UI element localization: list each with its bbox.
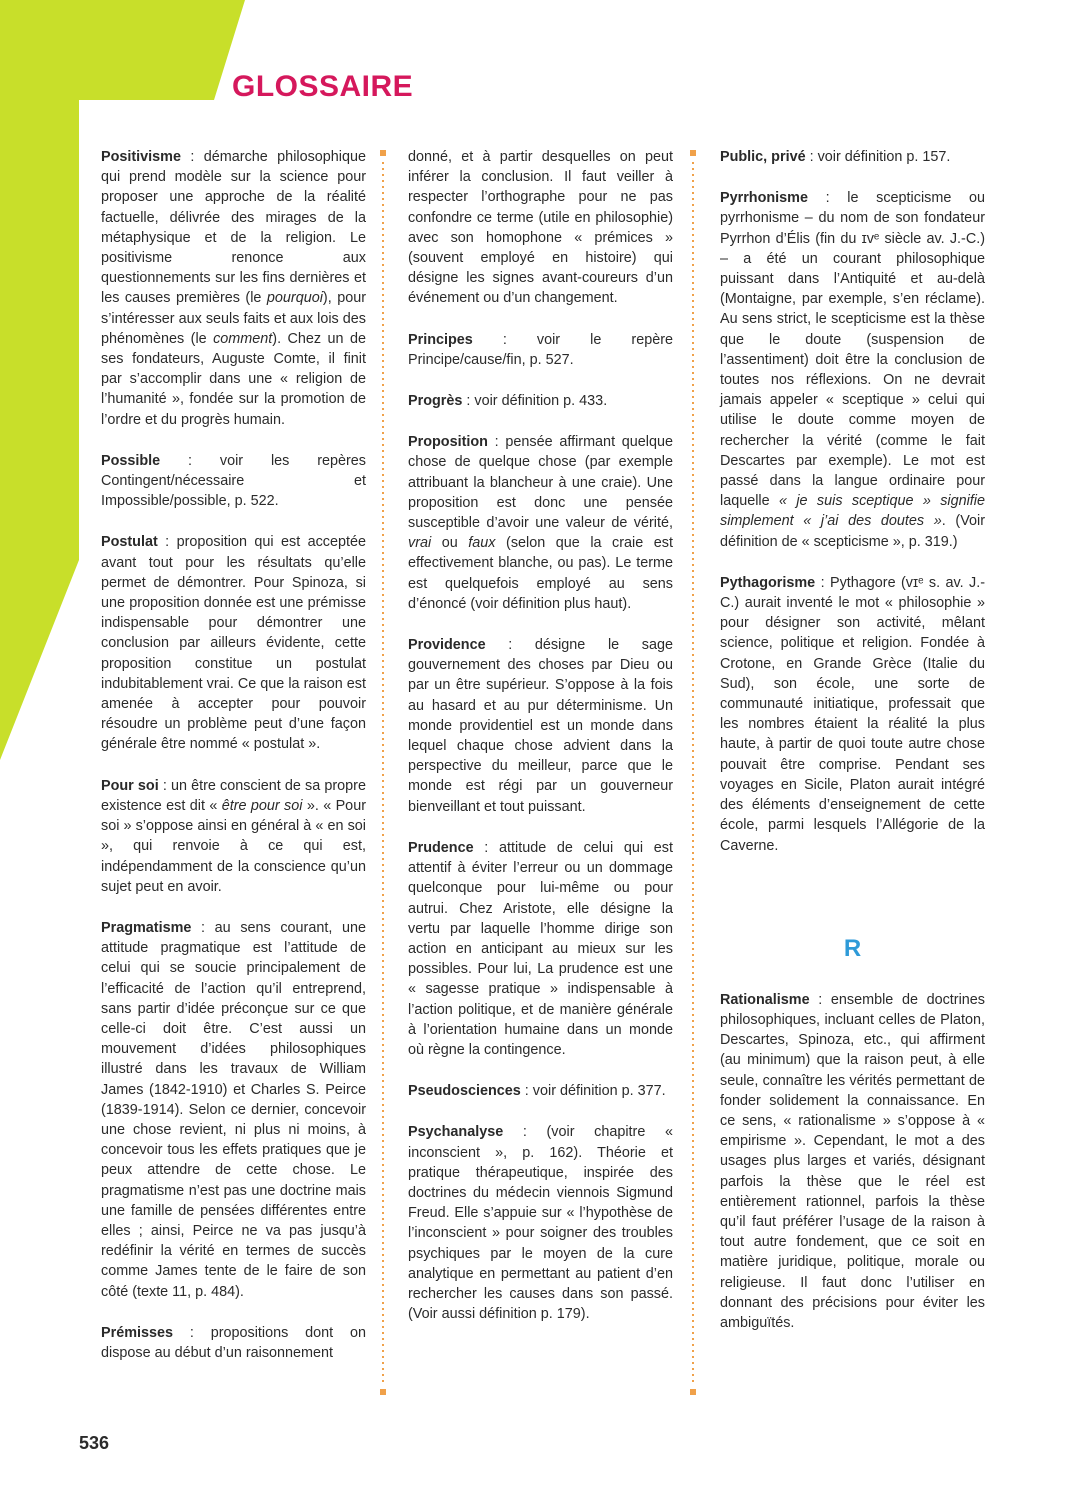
glossary-entry <box>408 1122 673 1324</box>
term-separator: : <box>503 1124 547 1141</box>
column-3-r-entries <box>720 990 985 1333</box>
section-letter-r: R <box>843 934 862 962</box>
term-separator: : <box>160 452 220 469</box>
definition-text: démarche philosophique qui prend modèle sur la science pour proposer une approche de la réalité factuelle, délivrée des mirages de la métaphysique et de la religion. Le positivisme renonce aux questionnements sur les fins dernières et les causes premières (le <box>101 149 367 307</box>
glossary-entry <box>408 391 673 411</box>
glossary-term: Progrès <box>408 393 463 410</box>
glossary-entry <box>720 990 985 1333</box>
glossary-entry <box>720 147 985 167</box>
definition-emphasis: être pour soi <box>221 797 303 814</box>
glossary-term: Pour soi <box>101 777 159 794</box>
definition-text: (voir chapitre « inconscient », p. 162). Théorie et pratique thérapeutique, inspirée des doctrines du médecin viennois Sigmund Freud. Elle s’appuie sur « l’hypothèse de l’inconscient » pour soigner des troubles psychiques par le moyen de la cure analytique en permettant au patient d’en rechercher les causes dans son passé. (Voir aussi définition p. 179). <box>408 1124 673 1323</box>
definition-emphasis: vrai <box>408 535 432 552</box>
glossary-entry <box>101 532 366 754</box>
definition-text: pensée affirmant quelque chose de quelque chose (par exemple attribuant la blancheur à une craie). Une proposition est donc une pensée susceptible d’avoir une valeur de vérité, <box>408 434 673 532</box>
column-separator-1 <box>381 150 385 1395</box>
definition-emphasis: comment <box>213 330 273 347</box>
term-separator: : <box>485 637 535 654</box>
glossary-term: Positivisme <box>101 149 181 165</box>
definition-text: proposition qui est acceptée avant tout pour les résultats qu’elle permet de démontrer. Pour Spinoza, si une proposition donnée est une prémisse indispensable pour démontrer une conclusion par ailleurs évidente, cette proposition constitue un postulat indubitablement vrai. Ce que la raison est amenée à accepter pour pouvoir résoudre un problème peut d’une façon générale être nommé « postulat ». <box>101 534 367 753</box>
column-3-p-entries <box>720 147 985 856</box>
glossary-entry <box>101 918 366 1302</box>
term-separator: : <box>487 434 506 451</box>
term-separator: : <box>809 991 831 1008</box>
glossary-entry <box>408 432 673 614</box>
definition-emphasis: « je suis sceptique » signifie simplement « j’ai des doutes » <box>720 493 986 530</box>
term-separator: : <box>815 574 830 591</box>
glossary-column-1 <box>101 147 366 1384</box>
glossary-term: Public, privé <box>720 149 806 165</box>
glossary-term: Pythagorisme <box>720 574 816 591</box>
glossary-term: Rationalisme <box>720 991 810 1008</box>
definition-emphasis: pourquoi <box>266 290 323 307</box>
glossary-term: Providence <box>408 637 486 654</box>
column-separator-2 <box>691 150 695 1395</box>
definition-text: propositions dont on dispose au début d’un raisonnement <box>101 1324 366 1361</box>
definition-text: voir les repères Contingent/nécessaire et Impossible/possible, p. 522. <box>101 452 366 510</box>
glossary-entry <box>720 188 985 552</box>
glossary-entry <box>408 330 673 370</box>
page-number: 536 <box>79 1433 110 1453</box>
definition-text: ». « Pour soi » s’oppose ainsi en général à « en soi », qui renvoie à ce qui est, indépendamment de la conscience qu’un sujet peut en avoir. <box>101 797 366 895</box>
term-separator: : <box>472 331 537 348</box>
definition-text: voir définition p. 377. <box>532 1083 666 1100</box>
glossary-column-2 <box>408 147 673 1345</box>
glossary-column-3 <box>720 147 985 1354</box>
term-separator: : <box>191 919 215 936</box>
definition-text: un être conscient de sa propre existence est dit « <box>101 777 366 814</box>
glossary-term: Postulat <box>101 534 158 551</box>
glossary-entry <box>101 1323 366 1363</box>
glossary-entry <box>408 1081 673 1101</box>
definition-text: au sens courant, une attitude pragmatique est l’attitude de celui qui se soucie principalement de l’efficacité de l’action qu’il entreprend, sans partir d’idée préconçue sur ce que celle-ci doit être. C’est aussi un mouvement d’idées philosophiques illustré dans les travaux de William James (1842-1910) et Charles S. Peirce (1839-1914). Selon ce dernier, concevoir une chose revient, ni plus ni moins, à concevoir tous les effets pratiques que je peux attendre de cette chose. Le pragmatisme n’est pas une doctrine mais une famille de pensées différentes entre elles ; ainsi, Peirce ne va pas jusqu’à redéfinir la vérité en termes de succès comme James tente de le faire de son côté (texte 11, p. 484). <box>101 919 366 1300</box>
glossary-term: Psychanalyse <box>408 1124 504 1141</box>
definition-text: voir définition p. 433. <box>474 393 608 410</box>
definition-text: ou <box>431 535 469 552</box>
term-separator: : <box>805 149 818 165</box>
term-separator: : <box>473 839 499 856</box>
glossary-term: Pseudosciences <box>408 1083 521 1100</box>
definition-text: le scepticisme ou pyrrhonisme – du nom de son fondateur Pyrrhon d’Élis (fin du ɪᴠᵉ siècle av. J.-C.) – a été un courant philosophique puissant dans l’Antiquité et au-delà (Montaigne, par exemple, s’en réclame). Au sens strict, le scepticisme est la thèse que le doute (suspension de l’assentiment) doit être la conclusion de toutes nos réflexions. On ne devrait jamais appeler « sceptique » celui qui utilise le doute comme moyen de rechercher la vérité (comme le fait Descartes par exemple). Le mot est passé dans la langue ordinaire pour laquelle <box>720 190 985 510</box>
definition-text: . (Voir définition de « scepticisme », p. 319.) <box>720 513 986 550</box>
definition-text: désigne le sage gouvernement des choses par Dieu ou par un être supérieur. S’oppose à la fois au hasard et au pur déterminisme. Un monde providentiel est un monde dans lequel chaque chose advient dans la perspective du meilleur, parce que le monde est régi par un gouverneur bienveillant et tout puissant. <box>408 637 673 815</box>
definition-text: ensemble de doctrines philosophiques, incluant celles de Platon, Descartes, Spinoza, etc., qui affirment (au minimum) que la raison peut, à elle seule, connaître les vérités permettant de fonder solidement la connaissance. En ce sens, « rationalisme » s’oppose à « empirisme ». Cependant, le mot a des usages plus larges et variés, désignant parfois la thèse que le réel est entièrement rationnel, parfois la thèse qu’il faut préférer l’usage de la raison à tout autre fondement, que ce soit en matière juridique, politique, morale ou religieuse. Il faut donc l’utiliser en donnant des précisions pour éviter les ambiguïtés. <box>720 991 985 1331</box>
glossary-entry <box>408 635 673 817</box>
glossary-term: Proposition <box>408 434 488 451</box>
definition-emphasis: faux <box>468 535 496 552</box>
term-separator: : <box>181 149 204 165</box>
term-separator: : <box>157 534 177 551</box>
definition-text: donné, et à partir desquelles on peut inférer la conclusion. Il faut veiller à respecter l’orthographe pour ne pas confondre ce terme (utile en philosophie) avec son homophone « prémices » (souvent employé en histoire) qui désigne les signes avant-coureurs d’un événement ou d’un changement. <box>408 149 673 307</box>
glossary-entry <box>408 838 673 1060</box>
glossary-term: Pragmatisme <box>101 919 192 936</box>
definition-text: ), pour s’intéresser aux seuls faits et aux lois des phénomènes (le <box>101 290 366 347</box>
term-separator: : <box>520 1083 533 1100</box>
glossary-term: Principes <box>408 331 473 348</box>
definition-text: (selon que la craie est effectivement blanche, ou pas). Le terme est quelquefois employé au sens d’énoncé (voir définition plus haut). <box>408 535 673 612</box>
definition-text: voir définition p. 157. <box>817 149 951 165</box>
glossary-entry <box>101 776 366 897</box>
term-separator: : <box>173 1324 211 1341</box>
term-separator: : <box>807 190 848 207</box>
page-title: GLOSSAIRE <box>232 70 414 103</box>
definition-text: ). Chez un de ses fondateurs, Auguste Comte, il finit par s’accomplir dans une « religion de l’humanité », fondée sur la promotion de l’ordre et du progrès humain. <box>101 330 366 428</box>
glossary-term: Prémisses <box>101 1324 174 1341</box>
glossary-term: Pyrrhonisme <box>720 190 808 207</box>
glossary-entry <box>101 451 366 512</box>
glossary-term: Possible <box>101 452 161 469</box>
definition-text: voir le repère Principe/cause/fin, p. 527. <box>408 331 673 368</box>
term-separator: : <box>158 777 171 794</box>
definition-text: Pythagore (ᴠɪᵉ s. av. J.-C.) aurait inventé le mot « philosophie » pour désigner son activité, mêlant science, politique et religion. Fondée à Crotone, en Grande Grèce (Italie du Sud), son école, une sorte de communauté initiatique, professait que les nombres étaient la réalité la plus haute, à partir de quoi toute autre chose pouvait être comprise. Pendant ses voyages en Sicile, Platon aurait intégré des éléments d’enseignement de cette école, parmi lesquels l’Allégorie de la Caverne. <box>720 574 986 854</box>
glossary-term: Prudence <box>408 839 474 856</box>
glossary-entry <box>720 573 985 856</box>
glossary-entry <box>408 147 673 309</box>
term-separator: : <box>462 393 475 410</box>
glossary-entry <box>101 147 366 430</box>
definition-text: attitude de celui qui est attentif à éviter l’erreur ou un dommage quelconque pour lui-même ou pour autrui. Chez Aristote, elle désigne la vertu par laquelle l’homme dirige son action en anticipant au mieux sur les possibles. Pour lui, La prudence est une « sagesse pratique » indispensable à l’action politique, et de manière générale à l’orientation humaine dans un monde où règne la contingence. <box>408 839 674 1058</box>
